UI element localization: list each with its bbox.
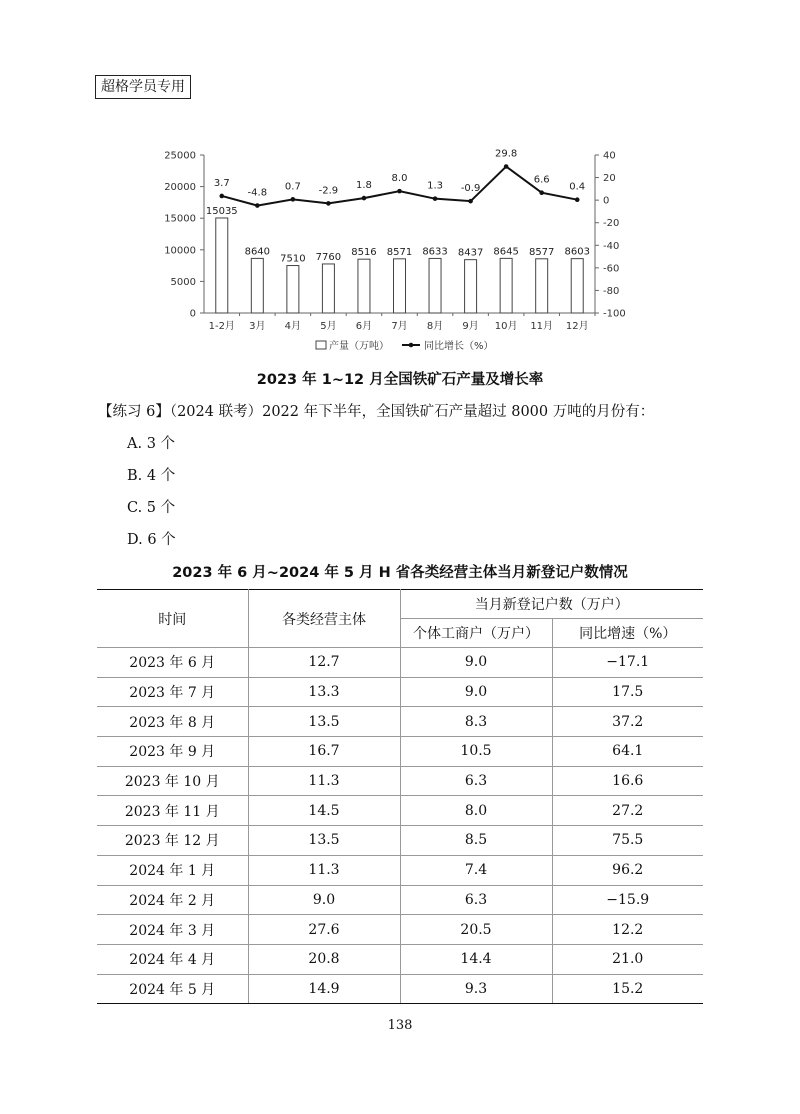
x-tick-label: 5月 xyxy=(320,321,337,332)
question-text: 【练习 6】（2024 联考）2022 年下半年，全国铁矿石产量超过 8000 万吨的月份有： xyxy=(98,404,655,420)
cell-entities: 11.3 xyxy=(248,855,400,885)
cell-growth: 15.2 xyxy=(552,974,703,1004)
cell-time: 2023 年 10 月 xyxy=(97,766,248,796)
exclusive-badge: 超格学员专用 xyxy=(95,75,191,99)
cell-individual: 6.3 xyxy=(400,885,552,915)
growth-label: 8.0 xyxy=(391,173,408,185)
table-row xyxy=(97,855,703,885)
option-c[interactable]: C. 5 个 xyxy=(127,500,176,516)
growth-point xyxy=(326,201,331,206)
cell-time: 2024 年 5 月 xyxy=(97,974,248,1004)
left-tick-label: 5000 xyxy=(170,276,196,288)
table-row xyxy=(97,826,703,856)
cell-growth: 37.2 xyxy=(552,707,703,737)
header-growth: 同比增速（%） xyxy=(552,619,703,648)
table-row xyxy=(97,707,703,737)
bar-label: 7760 xyxy=(315,251,342,263)
cell-time: 2023 年 9 月 xyxy=(97,737,248,767)
bar-label: 8633 xyxy=(422,246,448,258)
cell-growth: 64.1 xyxy=(552,737,703,767)
right-tick-label: 20 xyxy=(603,173,616,185)
growth-point xyxy=(397,189,402,194)
cell-growth: −17.1 xyxy=(552,648,703,678)
growth-point xyxy=(255,203,260,208)
table-row xyxy=(97,974,703,1004)
bar-label: 8640 xyxy=(244,246,271,258)
growth-point xyxy=(219,194,224,199)
table-row xyxy=(97,766,703,796)
cell-time: 2023 年 11 月 xyxy=(97,796,248,826)
bar-label: 15035 xyxy=(205,205,238,217)
growth-point xyxy=(362,196,367,201)
cell-growth: 17.5 xyxy=(552,677,703,707)
x-tick-label: 9月 xyxy=(462,321,479,332)
left-tick-label: 10000 xyxy=(164,245,196,257)
cell-growth: 75.5 xyxy=(552,826,703,856)
option-a[interactable]: A. 3 个 xyxy=(127,436,176,452)
legend-line-label: 同比增长（%） xyxy=(424,341,494,352)
bar-label: 8516 xyxy=(351,247,377,259)
cell-entities: 12.7 xyxy=(248,648,400,678)
left-tick-label: 15000 xyxy=(164,213,196,225)
cell-growth: 27.2 xyxy=(552,796,703,826)
growth-label: 1.3 xyxy=(427,180,443,192)
x-tick-label: 6月 xyxy=(355,321,373,332)
table-row xyxy=(97,796,703,826)
bar xyxy=(216,218,228,313)
table-row xyxy=(97,944,703,974)
chart-svg xyxy=(140,140,650,360)
table-row xyxy=(97,885,703,915)
cell-individual: 8.0 xyxy=(400,796,552,826)
header-entities: 各类经营主体 xyxy=(248,590,400,648)
cell-individual: 20.5 xyxy=(400,915,552,945)
bar xyxy=(429,258,441,313)
bar xyxy=(500,258,512,313)
bar-label: 8437 xyxy=(457,247,484,259)
table-row xyxy=(97,648,703,678)
cell-time: 2023 年 8 月 xyxy=(97,707,248,737)
x-tick-label: 3月 xyxy=(249,321,266,332)
growth-label: 1.8 xyxy=(356,180,372,192)
left-tick-label: 20000 xyxy=(164,182,196,194)
bar xyxy=(322,264,334,313)
right-tick-label: 0 xyxy=(603,195,610,207)
cell-entities: 9.0 xyxy=(248,885,400,915)
cell-growth: 21.0 xyxy=(552,944,703,974)
cell-growth: 12.2 xyxy=(552,915,703,945)
growth-point xyxy=(575,197,580,202)
right-tick-label: -60 xyxy=(603,263,620,275)
cell-individual: 9.0 xyxy=(400,677,552,707)
right-tick-label: -20 xyxy=(603,218,620,230)
cell-time: 2023 年 12 月 xyxy=(97,826,248,856)
growth-label: -4.8 xyxy=(247,187,268,199)
cell-entities: 13.5 xyxy=(248,707,400,737)
x-tick-label: 12月 xyxy=(565,321,589,332)
cell-entities: 13.5 xyxy=(248,826,400,856)
cell-entities: 27.6 xyxy=(248,915,400,945)
x-tick-label: 1-2月 xyxy=(208,321,235,332)
legend-line-marker xyxy=(409,343,414,348)
growth-label: 6.6 xyxy=(533,174,550,186)
table-row xyxy=(97,677,703,707)
option-b[interactable]: B. 4 个 xyxy=(127,468,176,484)
table-title: 2023 年 6 月~2024 年 5 月 H 省各类经营主体当月新登记户数情况 xyxy=(172,565,628,581)
growth-label: 3.7 xyxy=(213,177,230,189)
left-tick-label: 25000 xyxy=(164,150,196,162)
bar xyxy=(394,259,406,313)
table-row xyxy=(97,737,703,767)
cell-individual: 8.5 xyxy=(400,826,552,856)
bar-label: 8645 xyxy=(493,246,519,258)
cell-entities: 20.8 xyxy=(248,944,400,974)
right-tick-label: -40 xyxy=(603,240,620,252)
bar xyxy=(465,260,477,313)
cell-individual: 10.5 xyxy=(400,737,552,767)
bar-label: 8571 xyxy=(386,246,413,258)
page-number: 138 xyxy=(387,1018,413,1033)
cell-entities: 13.3 xyxy=(248,677,400,707)
header-individual: 个体工商户（万户） xyxy=(400,619,552,648)
cell-individual: 8.3 xyxy=(400,707,552,737)
bar xyxy=(358,259,370,313)
cell-entities: 14.5 xyxy=(248,796,400,826)
cell-time: 2024 年 3 月 xyxy=(97,915,248,945)
option-d[interactable]: D. 6 个 xyxy=(127,532,176,548)
table-body xyxy=(97,648,703,1004)
x-tick-label: 8月 xyxy=(426,321,444,332)
growth-point xyxy=(539,190,544,195)
x-tick-label: 7月 xyxy=(391,321,408,332)
legend-bar-swatch xyxy=(316,341,326,349)
cell-growth: 16.6 xyxy=(552,766,703,796)
cell-time: 2024 年 1 月 xyxy=(97,855,248,885)
left-tick-label: 0 xyxy=(189,308,196,320)
cell-growth: −15.9 xyxy=(552,885,703,915)
header-time: 时间 xyxy=(97,590,248,648)
growth-point xyxy=(291,197,296,202)
header-group: 当月新登记户数（万户） xyxy=(400,590,703,619)
bar xyxy=(571,259,583,313)
cell-individual: 14.4 xyxy=(400,944,552,974)
cell-entities: 11.3 xyxy=(248,766,400,796)
growth-label: 0.7 xyxy=(284,181,301,193)
cell-time: 2023 年 7 月 xyxy=(97,677,248,707)
registration-table xyxy=(97,589,703,1004)
right-tick-label: 40 xyxy=(603,150,616,162)
growth-label: 0.4 xyxy=(569,181,586,193)
cell-time: 2023 年 6 月 xyxy=(97,648,248,678)
growth-point xyxy=(433,196,438,201)
cell-individual: 9.3 xyxy=(400,974,552,1004)
cell-growth: 96.2 xyxy=(552,855,703,885)
cell-entities: 16.7 xyxy=(248,737,400,767)
table-row xyxy=(97,915,703,945)
cell-time: 2024 年 4 月 xyxy=(97,944,248,974)
bar-label: 8577 xyxy=(528,246,555,258)
right-tick-label: -80 xyxy=(603,285,620,297)
x-tick-label: 10月 xyxy=(494,321,518,332)
legend-bar-label: 产量（万吨） xyxy=(329,341,389,352)
bar xyxy=(251,258,263,313)
cell-individual: 7.4 xyxy=(400,855,552,885)
bar-label: 8603 xyxy=(564,246,590,258)
chart-title: 2023 年 1~12 月全国铁矿石产量及增长率 xyxy=(256,372,544,388)
growth-point xyxy=(468,199,473,204)
x-tick-label: 11月 xyxy=(530,321,554,332)
x-tick-label: 4月 xyxy=(284,321,302,332)
iron-ore-chart xyxy=(140,140,650,360)
growth-label: -0.9 xyxy=(460,183,481,195)
growth-point xyxy=(504,164,509,169)
bar xyxy=(287,266,299,313)
cell-entities: 14.9 xyxy=(248,974,400,1004)
cell-individual: 6.3 xyxy=(400,766,552,796)
cell-time: 2024 年 2 月 xyxy=(97,885,248,915)
bar-label: 7510 xyxy=(280,253,306,265)
bar xyxy=(536,259,548,313)
growth-label: -2.9 xyxy=(318,185,339,197)
cell-individual: 9.0 xyxy=(400,648,552,678)
right-tick-label: -100 xyxy=(603,308,626,320)
growth-label: 29.8 xyxy=(495,148,518,160)
